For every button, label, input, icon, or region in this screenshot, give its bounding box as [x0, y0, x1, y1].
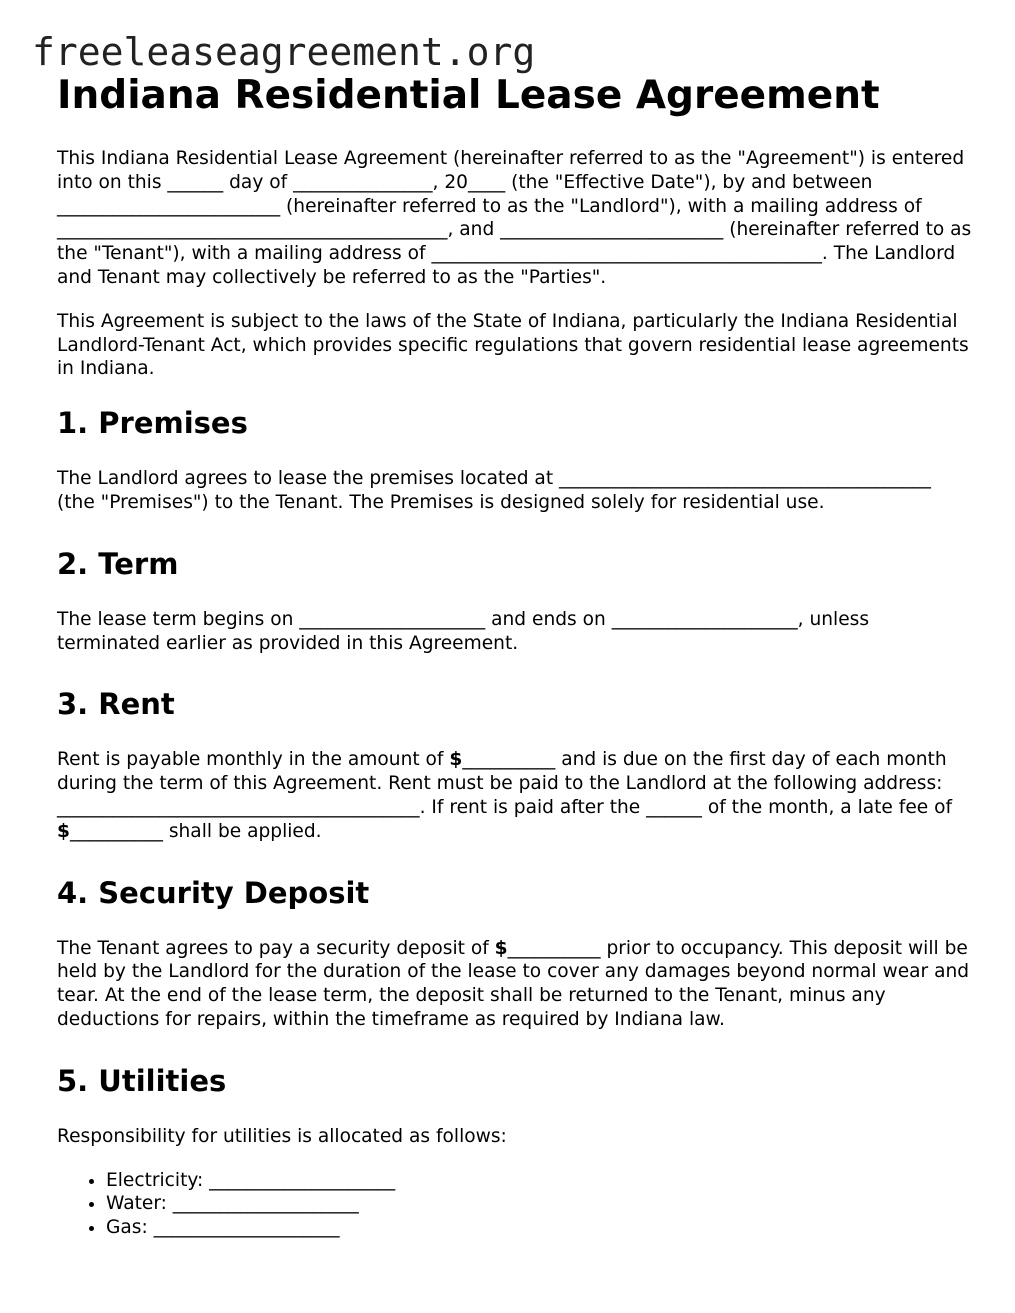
utility-item-gas: • Gas: ____________________	[106, 1216, 972, 1240]
utility-item-electricity: • Electricity: ____________________	[106, 1169, 972, 1193]
security-deposit-paragraph	[57, 937, 972, 1032]
deposit-text-2: __________ prior to occupancy. This deposit will be held by the Landlord for the duration of the lease to cover any damages beyond normal wear and tear. At the end of the lease term, the deposit shall be returned to the Tenant, minus any deductions for repairs, within the timeframe as required by Indiana law.	[57, 937, 970, 1030]
utility-item-water: • Water: ____________________	[106, 1192, 972, 1216]
term-paragraph: The lease term begins on ____________________ and ends on ____________________, unless terminated earlier as provided in this Agreement.	[57, 608, 870, 654]
premises-heading: 1. Premises	[57, 406, 248, 441]
watermark: freeleaseagreement.org	[32, 30, 536, 74]
rent-paragraph	[57, 748, 972, 843]
security-deposit-heading: 4. Security Deposit	[57, 875, 370, 910]
governing-law-paragraph: This Agreement is subject to the laws of the State of Indiana, particularly the Indiana Residential Landlord-Tenant Act, which provides specific regulations that govern residential lease agreements in Indiana.	[57, 310, 969, 380]
intro-paragraph: This Indiana Residential Lease Agreement (hereinafter referred to as the "Agreement") is entered into on this ______ day of _______________, 20____ (the "Effective Date"), by and between ________________________ (hereinafter referred to as the "Landlord"), with a mailing address of __________________________________________, and ________________________ (hereinafter referred to as the "Tenant"), with a mailing address of __________________________________________. The Landlord and Tenant may collectively be referred to as the "Parties".	[57, 148, 972, 288]
utilities-list	[57, 1169, 972, 1240]
rent-heading: 3. Rent	[57, 687, 175, 722]
rent-amount-symbol: $	[449, 749, 463, 771]
rent-text-3: __________ shall be applied.	[69, 820, 322, 842]
utilities-paragraph: Responsibility for utilities is allocated as follows:	[57, 1125, 507, 1147]
deposit-amount-symbol: $	[494, 937, 508, 959]
deposit-text-1: The Tenant agrees to pay a security deposit of	[57, 937, 495, 959]
document-page	[57, 72, 972, 1240]
utilities-heading: 5. Utilities	[57, 1063, 227, 1098]
rent-text-1: Rent is payable monthly in the amount of	[57, 749, 450, 771]
rent-text-2: __________ and is due on the first day of each month during the term of this Agreement. Rent must be paid to the Landlord at the following address: _______________________________________. If rent is paid after the ______ of the month, a late fee of	[57, 749, 953, 818]
late-fee-amount-symbol: $	[57, 820, 70, 842]
premises-paragraph: The Landlord agrees to lease the premises located at ________________________________________ (the "Premises") to the Tenant. The Premises is designed solely for residential use.	[57, 468, 931, 513]
document-title: Indiana Residential Lease Agreement	[57, 73, 880, 118]
term-heading: 2. Term	[57, 546, 179, 581]
